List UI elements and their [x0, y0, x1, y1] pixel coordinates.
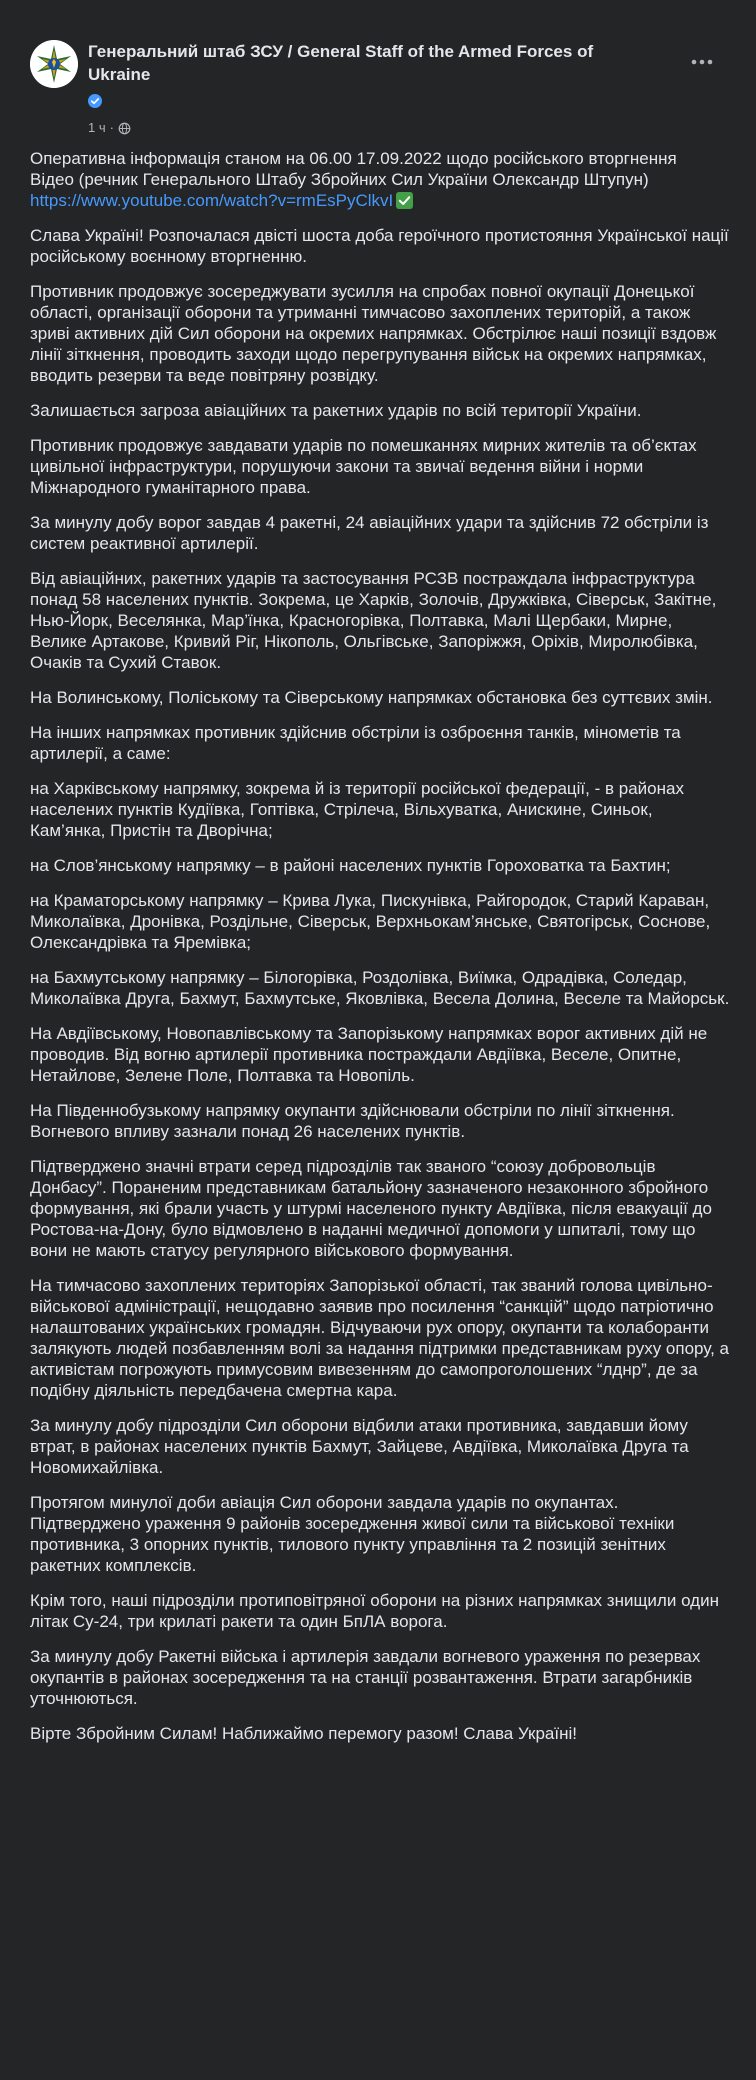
post-intro [30, 148, 730, 211]
post-paragraph: На інших напрямках противник здійснив обстріли із озброєння танків, мінометів та артилерії, а саме: [30, 723, 681, 763]
post-paragraph: на Харківському напрямку, зокрема й із території російської федерації, - в районах населених пунктів Кудіївка, Гоптівка, Стрілеча, Вільхуватка, Анискине, Синьок, Кам’янка, Пристін та Дворічна; [30, 779, 684, 840]
post-header [30, 40, 730, 150]
post-paragraph: На Авдіївському, Новопавлівському та Запорізькому напрямках ворог активних дій не проводив. Від вогню артилерії противника постраждали Авдіївка, Веселе, Опитне, Нетайлове, Зелене Поле, Полтавка та Новопіль. [30, 1024, 708, 1085]
post-body [30, 148, 730, 1758]
intro-line-1: Оперативна інформація станом на 06.00 17.09.2022 щодо російського вторгнення [30, 149, 677, 168]
post-paragraph: Слава Україні! Розпочалася двісті шоста доба героїчного протистояння Української нації російському воєнному вторгненню. [30, 226, 729, 266]
post-paragraph: Від авіаційних, ракетних ударів та застосування РСЗВ постраждала інфраструктура понад 58 населених пунктів. Зокрема, це Харків, Золочів, Дружківка, Сіверськ, Закітне, Нью-Йорк, Веселянка, Мар’їнка, Красногорівка, Полтавка, Малі Щербаки, Мирне, Велике Артакове, Кривий Ріг, Нікополь, Ольгівське, Запоріжжя, Оріхів, Миролюбівка, Очаків та Сухий Ставок. [30, 569, 717, 672]
post-paragraph: Крім того, наші підрозділи протиповітряної оборони на різних напрямках знищили один літак Су-24, три крилаті ракети та один БпЛА ворога. [30, 1591, 719, 1631]
post-paragraph: Противник продовжує завдавати ударів по помешканнях мирних жителів та об’єктах цивільної інфраструктури, порушуючи закони та звичаї ведення війни і норми Міжнародного гуманітарного права. [30, 436, 697, 497]
intro-line-2: Відео (речник Генерального Штабу Збройних Сил України Олександр Штупун) [30, 170, 649, 189]
post-paragraph: За минулу добу ворог завдав 4 ракетні, 24 авіаційних удари та здійснив 72 обстріли із систем реактивної артилерії. [30, 513, 709, 553]
post-paragraph: За минулу добу Ракетні війська і артилерія завдали вогневого ураження по резервах окупантів в районах зосередження та на станції розвантаження. Втрати загарбників уточнюються. [30, 1647, 701, 1708]
post-paragraph: На Південнобузькому напрямку окупанти здійснювали обстріли по лінії зіткнення. Вогневого впливу зазнали понад 26 населених пунктів. [30, 1101, 675, 1141]
post-paragraph: За минулу добу підрозділи Сил оборони відбили атаки противника, завдавши йому втрат, в районах населених пунктів Бахмут, Зайцеве, Авдіївка, Миколаївка Друга та Новомихайлівка. [30, 1416, 689, 1477]
post-paragraph: Залишається загроза авіаційних та ракетних ударів по всій території України. [30, 401, 642, 420]
post-paragraph: Вірте Збройним Силам! Наближаймо перемогу разом! Слава Україні! [30, 1724, 577, 1743]
more-horizontal-icon [691, 59, 713, 65]
post-paragraph: Підтверджено значні втрати серед підрозділів так званого “союзу добровольців Донбасу”. Пораненим представникам батальйону зазначеного незаконного збройного формування, які брали участь у штурмі населеного пункту Авдіївка, після евакуації до Ростова-на-Дону, було відмовлено в наданні медичної допомоги у шпиталі, тому що вони не мають статусу регулярного військового формування. [30, 1157, 712, 1260]
armed-forces-emblem-icon [30, 40, 78, 88]
post-paragraph: Протягом минулої доби авіація Сил оборони завдала ударів по окупантах. Підтверджено ураження 9 районів зосередження живої сили та військової техніки противника, 3 опорних пунктів, тилового пункту управління та 2 позицій зенітних ракетних комплексів. [30, 1493, 675, 1575]
globe-icon[interactable] [118, 122, 131, 135]
post-paragraph: на Слов’янському напрямку – в районі населених пунктів Гороховатка та Бахтин; [30, 856, 671, 875]
post-paragraph: На Волинському, Поліському та Сіверському напрямках обстановка без суттєвих змін. [30, 688, 713, 707]
post-timestamp[interactable]: 1 ч [88, 120, 106, 135]
post-author-name[interactable]: Генеральний штаб ЗСУ / General Staff of the Armed Forces of Ukraine [88, 42, 594, 84]
more-options-button[interactable] [684, 44, 720, 80]
meta-separator: · [109, 120, 114, 135]
post-paragraph: Противник продовжує зосереджувати зусилля на спробах повної окупації Донецької області, організації оборони та утриманні тимчасово захоплених територій, а також зриві активних дій Сил оборони на окремих напрямках. Обстрілює наші позиції вздовж лінії зіткнення, проводить заходи щодо перегрупування військ на окремих напрямках, вводить резерви та веде повітряну розвідку. [30, 282, 717, 385]
youtube-link[interactable]: https://www.youtube.com/watch?v=rmEsPyClkvI [30, 191, 394, 210]
post-meta [88, 120, 131, 136]
avatar[interactable] [30, 40, 78, 88]
verified-badge-icon [88, 94, 102, 108]
check-mark-emoji-icon [396, 192, 413, 209]
post-paragraph: на Краматорському напрямку – Крива Лука, Пискунівка, Райгородок, Старий Караван, Миколаївка, Дронівка, Роздільне, Сіверськ, Верхньокам’янське, Святогірськ, Соснове, Олександрівка та Яремівка; [30, 891, 711, 952]
post-paragraph: На тимчасово захоплених територіях Запорізької області, так званий голова цивільно-військової адміністрації, нещодавно заявив про посилення “санкцій” щодо патріотично налаштованих українських громадян. Відчуваючи рух опору, окупанти та колаборанти залякують людей позбавленням волі за надання підтримки представникам руху опору, а активістам погрожують примусовим вивезенням до самопроголошених “лднр”, де за подібну діяльність передбачена смертна кара. [30, 1276, 730, 1400]
post-paragraph: на Бахмутському напрямку – Білогорівка, Роздолівка, Виїмка, Одрадівка, Соледар, Миколаївка Друга, Бахмут, Бахмутське, Яковлівка, Весела Долина, Веселе та Майорськ. [30, 968, 730, 1008]
